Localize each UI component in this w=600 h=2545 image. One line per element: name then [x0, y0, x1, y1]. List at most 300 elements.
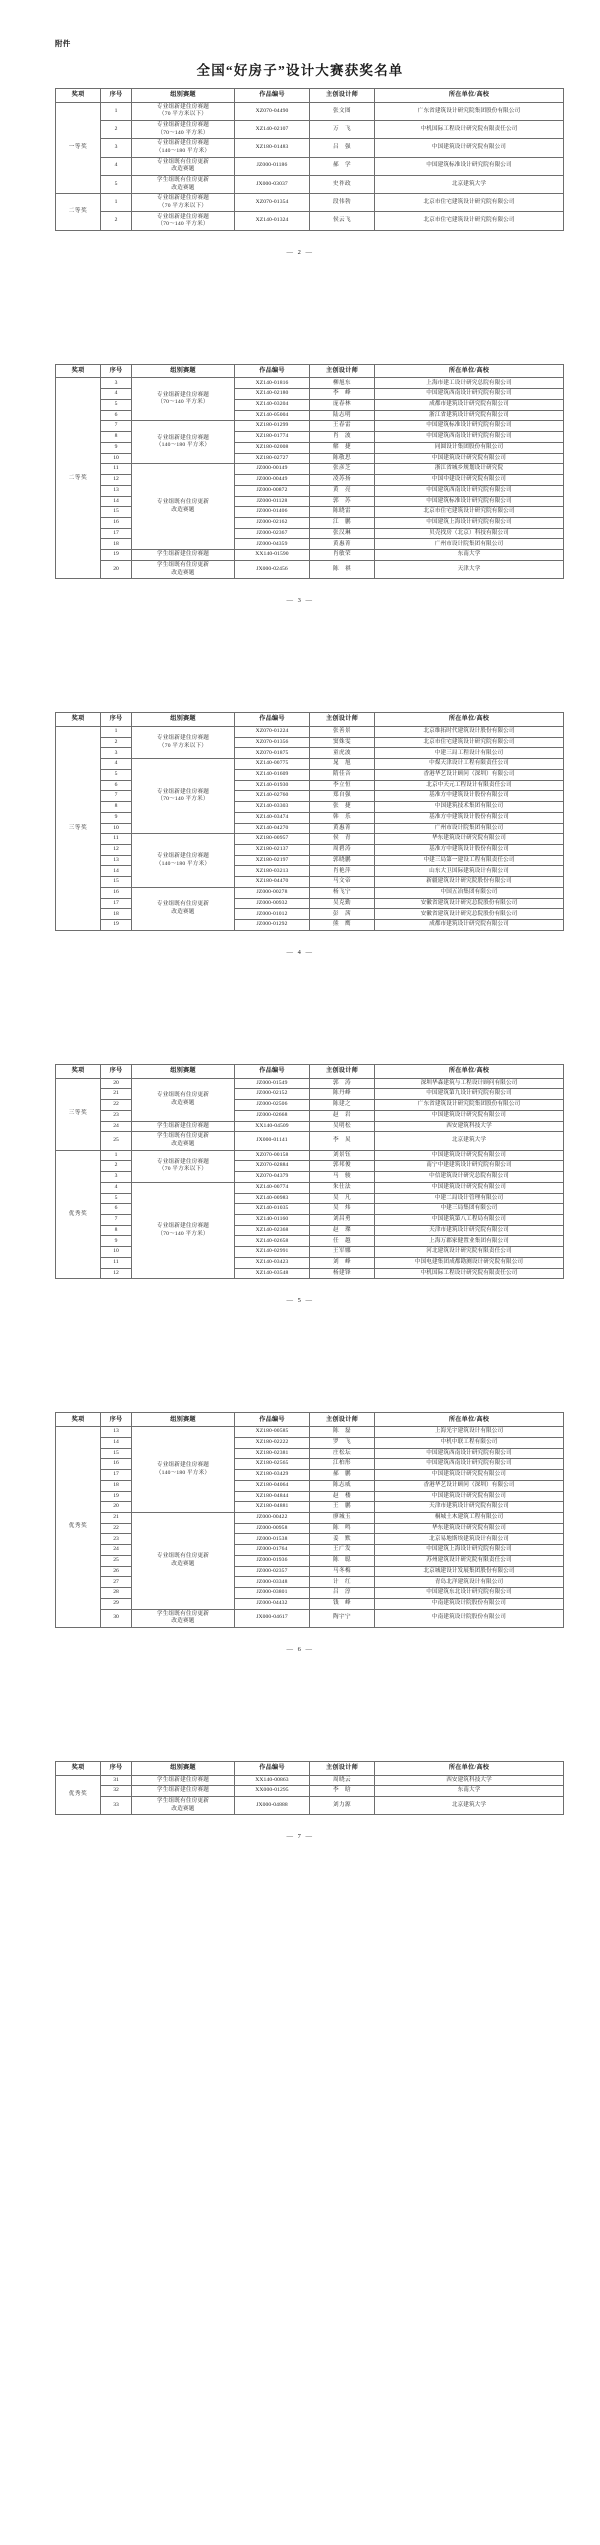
organization-cell: 中国建筑东北设计研究院有限公司: [375, 1588, 564, 1599]
row-index-cell: 33: [101, 1797, 132, 1815]
header-designer: 主创设计师: [310, 713, 375, 727]
designer-name-cell: 马 骏: [310, 1172, 375, 1183]
designer-name-cell: 张文图: [310, 102, 375, 120]
row-index-cell: 13: [101, 485, 132, 496]
organization-cell: 西安建筑科技大学: [375, 1775, 564, 1786]
page-top-spacer: [55, 1020, 545, 1064]
organization-cell: 天津市建筑设计研究院有限公司: [375, 1225, 564, 1236]
table-row: [56, 550, 564, 561]
designer-name-cell: 马冬梅: [310, 1566, 375, 1577]
row-index-cell: 3: [101, 378, 132, 389]
designer-name-cell: 万 飞: [310, 121, 375, 139]
header-award: 奖项: [56, 364, 101, 378]
page-break-spacer: [55, 1653, 545, 1717]
work-code-cell: JX000-04617: [235, 1609, 310, 1627]
award-category-cell: 三等奖: [56, 1078, 101, 1150]
header-org: 所在单位/高校: [375, 713, 564, 727]
organization-cell: 中国建筑西南设计研究院有限公司: [375, 485, 564, 496]
group-topic-cell: 专业组新建住房赛题 （140～180 平方米）: [132, 834, 235, 888]
work-code-cell: JZ000-03801: [235, 1588, 310, 1599]
work-code-cell: XZ180-01774: [235, 432, 310, 443]
organization-cell: 中国中建设计研究院有限公司: [375, 475, 564, 486]
header-org: 所在单位/高校: [375, 364, 564, 378]
work-code-cell: JZ000-00149: [235, 464, 310, 475]
organization-cell: 北京建筑大学: [375, 1132, 564, 1150]
group-topic-cell: 学生组既有住房更新 改造赛题: [132, 1797, 235, 1815]
designer-name-cell: 郭邦俊: [310, 1161, 375, 1172]
row-index-cell: 4: [101, 157, 132, 175]
organization-cell: 北京中天元工程设计有限责任公司: [375, 780, 564, 791]
page-break-spacer: [55, 956, 545, 1020]
document-page: [0, 320, 600, 669]
award-category-cell: 三等奖: [56, 726, 101, 930]
row-index-cell: 14: [101, 866, 132, 877]
organization-cell: 上海市建工设计研究总院有限公司: [375, 378, 564, 389]
group-topic-cell: 专业组新建住房赛题 （70 平方米以下）: [132, 194, 235, 212]
work-code-cell: XZ180-00957: [235, 834, 310, 845]
table-row: [56, 1182, 564, 1193]
organization-cell: 北京市住宅建筑设计研究院有限公司: [375, 194, 564, 212]
row-index-cell: 23: [101, 1110, 132, 1121]
work-code-cell: JZ000-01186: [235, 157, 310, 175]
header-no: 序号: [101, 1761, 132, 1775]
group-topic-cell: 专业组既有住房更新 改造赛题: [132, 887, 235, 930]
work-code-cell: XZ140-01930: [235, 780, 310, 791]
row-index-cell: 11: [101, 834, 132, 845]
designer-name-cell: 童虎波: [310, 748, 375, 759]
designer-name-cell: 张汉琳: [310, 528, 375, 539]
work-code-cell: XZ180-04470: [235, 877, 310, 888]
header-no: 序号: [101, 713, 132, 727]
header-org: 所在单位/高校: [375, 1413, 564, 1427]
designer-name-cell: 张 捷: [310, 802, 375, 813]
designer-name-cell: 刘景钰: [310, 1150, 375, 1161]
row-index-cell: 10: [101, 453, 132, 464]
header-group: 组别赛题: [132, 1761, 235, 1775]
row-index-cell: 19: [101, 550, 132, 561]
award-table: [55, 1412, 564, 1628]
row-index-cell: 25: [101, 1132, 132, 1150]
group-topic-cell: 专业组新建住房赛题 （70 平方米以下）: [132, 102, 235, 120]
row-index-cell: 9: [101, 1236, 132, 1247]
page-break-spacer: [55, 604, 545, 668]
table-header-row: [56, 713, 564, 727]
header-code: 作品编号: [235, 1761, 310, 1775]
organization-cell: 中国建筑标准设计研究院有限公司: [375, 157, 564, 175]
organization-cell: 桐城土木建筑工程有限公司: [375, 1513, 564, 1524]
organization-cell: 中国建筑设计研究院有限公司: [375, 1110, 564, 1121]
table-row: [56, 1078, 564, 1089]
work-code-cell: XZ180-01299: [235, 421, 310, 432]
work-code-cell: JX000-02456: [235, 560, 310, 578]
organization-cell: 中南建筑设计院股份有限公司: [375, 1609, 564, 1627]
header-award: 奖项: [56, 1064, 101, 1078]
organization-cell: 东南大学: [375, 1786, 564, 1797]
organization-cell: 中国建筑西南设计研究院有限公司: [375, 1448, 564, 1459]
work-code-cell: XZ140-00775: [235, 759, 310, 770]
row-index-cell: 20: [101, 1502, 132, 1513]
organization-cell: 东南大学: [375, 550, 564, 561]
group-topic-cell: 学生组既有住房更新 改造赛题: [132, 1609, 235, 1627]
table-row: [56, 1513, 564, 1524]
work-code-cell: JZ000-01549: [235, 1078, 310, 1089]
row-index-cell: 26: [101, 1566, 132, 1577]
header-code: 作品编号: [235, 1413, 310, 1427]
row-index-cell: 13: [101, 1427, 132, 1438]
row-index-cell: 21: [101, 1089, 132, 1100]
table-row: [56, 139, 564, 157]
page-number: — 2 —: [286, 248, 314, 256]
group-topic-cell: 专业组既有住房更新 改造赛题: [132, 464, 235, 550]
table-row: [56, 1797, 564, 1815]
work-code-cell: XZ180-02222: [235, 1437, 310, 1448]
organization-cell: 上海光宇建筑设计有限公司: [375, 1427, 564, 1438]
page-number: — 4 —: [286, 948, 314, 956]
award-category-cell: 一等奖: [56, 102, 101, 193]
row-index-cell: 14: [101, 496, 132, 507]
page-top-spacer: [55, 668, 545, 712]
table-row: [56, 560, 564, 578]
row-index-cell: 5: [101, 175, 132, 193]
work-code-cell: XZ140-03548: [235, 1268, 310, 1279]
work-code-cell: XZ180-00585: [235, 1427, 310, 1438]
award-table: [55, 364, 564, 580]
work-code-cell: XZ180-02727: [235, 453, 310, 464]
header-org: 所在单位/高校: [375, 89, 564, 103]
row-index-cell: 17: [101, 528, 132, 539]
work-code-cell: XZ140-05004: [235, 410, 310, 421]
header-designer: 主创设计师: [310, 1413, 375, 1427]
row-index-cell: 32: [101, 1786, 132, 1797]
row-index-cell: 5: [101, 769, 132, 780]
work-code-cell: XZ180-03213: [235, 866, 310, 877]
designer-name-cell: 赵 楼: [310, 1491, 375, 1502]
table-header-row: [56, 1761, 564, 1775]
organization-cell: 贝壳找房（北京）科技有限公司: [375, 528, 564, 539]
work-code-cell: XZ180-02008: [235, 442, 310, 453]
work-code-cell: XZ070-01875: [235, 748, 310, 759]
organization-cell: 北京市住宅建筑设计研究院有限公司: [375, 507, 564, 518]
designer-name-cell: 杨飞宁: [310, 887, 375, 898]
row-index-cell: 7: [101, 421, 132, 432]
work-code-cell: JZ000-01292: [235, 920, 310, 931]
designer-name-cell: 肖 波: [310, 432, 375, 443]
header-code: 作品编号: [235, 1064, 310, 1078]
group-topic-cell: 专业组既有住房更新 改造赛题: [132, 1078, 235, 1121]
work-code-cell: JZ000-02357: [235, 1566, 310, 1577]
designer-name-cell: 周晓云: [310, 1775, 375, 1786]
organization-cell: 中国建筑设计研究院有限公司: [375, 1150, 564, 1161]
header-designer: 主创设计师: [310, 89, 375, 103]
designer-name-cell: 陆志明: [310, 410, 375, 421]
work-code-cell: JZ000-02668: [235, 1110, 310, 1121]
organization-cell: 西安建筑科技大学: [375, 1121, 564, 1132]
header-group: 组别赛题: [132, 713, 235, 727]
header-designer: 主创设计师: [310, 1761, 375, 1775]
row-index-cell: 27: [101, 1577, 132, 1588]
document-page: [0, 0, 600, 320]
header-award: 奖项: [56, 1413, 101, 1427]
organization-cell: 中国建筑上海设计研究院有限公司: [375, 517, 564, 528]
work-code-cell: XZ140-01609: [235, 769, 310, 780]
row-index-cell: 16: [101, 517, 132, 528]
table-row: [56, 834, 564, 845]
organization-cell: 同圆设计集团股份有限公司: [375, 442, 564, 453]
work-code-cell: XZ140-02368: [235, 1225, 310, 1236]
header-award: 奖项: [56, 89, 101, 103]
organization-cell: 中国建筑上海设计研究院有限公司: [375, 1545, 564, 1556]
designer-name-cell: 黄惠菁: [310, 823, 375, 834]
organization-cell: 北京建筑大学: [375, 175, 564, 193]
organization-cell: 上海万郡家健置业集团有限公司: [375, 1236, 564, 1247]
designer-name-cell: 陈 磊: [310, 1427, 375, 1438]
row-index-cell: 2: [101, 1161, 132, 1172]
designer-name-cell: 吴 炜: [310, 1204, 375, 1215]
header-no: 序号: [101, 89, 132, 103]
designer-name-cell: 郭 涛: [310, 1078, 375, 1089]
work-code-cell: JZ000-00278: [235, 887, 310, 898]
work-code-cell: XZ140-03303: [235, 802, 310, 813]
row-index-cell: 9: [101, 812, 132, 823]
organization-cell: 中国建筑技术集团有限公司: [375, 802, 564, 813]
designer-name-cell: 刘昌勇: [310, 1214, 375, 1225]
table-row: [56, 378, 564, 389]
page-top-spacer: [55, 1368, 545, 1412]
work-code-cell: XZ180-04064: [235, 1480, 310, 1491]
table-row: [56, 102, 564, 120]
header-group: 组别赛题: [132, 364, 235, 378]
row-index-cell: 29: [101, 1598, 132, 1609]
organization-cell: 北京维拓时代建筑设计股份有限公司: [375, 726, 564, 737]
work-code-cell: XZ140-03474: [235, 812, 310, 823]
document-page: [0, 668, 600, 1020]
work-code-cell: XX000-01295: [235, 1786, 310, 1797]
page-title: 全国“好房子”设计大赛获奖名单: [196, 63, 404, 78]
award-category-cell: 二等奖: [56, 194, 101, 231]
group-topic-cell: 学生组新建住房赛题: [132, 1121, 235, 1132]
work-code-cell: XZ140-02658: [235, 1236, 310, 1247]
designer-name-cell: 罗 飞: [310, 1437, 375, 1448]
row-index-cell: 21: [101, 1513, 132, 1524]
group-topic-cell: 学生组既有住房更新 改造赛题: [132, 560, 235, 578]
organization-cell: 南宁中建建筑设计研究院有限公司: [375, 1161, 564, 1172]
work-code-cell: XZ140-02107: [235, 121, 310, 139]
organization-cell: 华东建筑设计研究院有限公司: [375, 834, 564, 845]
row-index-cell: 10: [101, 1247, 132, 1258]
designer-name-cell: 肖艳萍: [310, 866, 375, 877]
designer-name-cell: 吴明松: [310, 1121, 375, 1132]
designer-name-cell: 隋佳音: [310, 769, 375, 780]
designer-name-cell: 史祚政: [310, 175, 375, 193]
work-code-cell: XZ140-01324: [235, 212, 310, 230]
row-index-cell: 3: [101, 1172, 132, 1183]
organization-cell: 中国建筑第八工程局有限公司: [375, 1214, 564, 1225]
work-code-cell: XZ140-01160: [235, 1214, 310, 1225]
work-code-cell: JZ000-04359: [235, 539, 310, 550]
row-index-cell: 31: [101, 1775, 132, 1786]
group-topic-cell: 专业组新建住房赛题 （70～140 平方米）: [132, 378, 235, 421]
designer-name-cell: 吕 强: [310, 139, 375, 157]
table-row: [56, 887, 564, 898]
designer-name-cell: 肖敏荣: [310, 550, 375, 561]
group-topic-cell: 专业组新建住房赛题 （140～180 平方米）: [132, 421, 235, 464]
table-row: [56, 157, 564, 175]
work-code-cell: XZ180-03429: [235, 1470, 310, 1481]
page-break-spacer: [55, 1304, 545, 1368]
group-topic-cell: 专业组新建住房赛题 （70～140 平方米）: [132, 1182, 235, 1279]
organization-cell: 青岛北洋建筑设计有限公司: [375, 1577, 564, 1588]
organization-cell: 中机国际工程设计研究院有限责任公司: [375, 121, 564, 139]
row-index-cell: 14: [101, 1437, 132, 1448]
group-topic-cell: 学生组既有住房更新 改造赛题: [132, 175, 235, 193]
organization-cell: 中国电建集团成都勘测设计研究院有限公司: [375, 1257, 564, 1268]
designer-name-cell: 庄松坛: [310, 1448, 375, 1459]
work-code-cell: XZ140-01816: [235, 378, 310, 389]
organization-cell: 基准方中建筑设计股份有限公司: [375, 845, 564, 856]
designer-name-cell: 陈 聪: [310, 1555, 375, 1566]
table-row: [56, 175, 564, 193]
work-code-cell: XZ070-01224: [235, 726, 310, 737]
group-topic-cell: 专业组既有住房更新 改造赛题: [132, 157, 235, 175]
group-topic-cell: 专业组新建住房赛题 （70 平方米以下）: [132, 1150, 235, 1182]
work-code-cell: XZ140-02180: [235, 389, 310, 400]
designer-name-cell: 陈丹峰: [310, 1089, 375, 1100]
designer-name-cell: 王军娜: [310, 1247, 375, 1258]
header-group: 组别赛题: [132, 89, 235, 103]
work-code-cell: JZ000-03348: [235, 1577, 310, 1588]
table-row: [56, 212, 564, 230]
row-index-cell: 2: [101, 121, 132, 139]
organization-cell: 深圳华森建筑与工程设计顾问有限公司: [375, 1078, 564, 1089]
header-award: 奖项: [56, 1761, 101, 1775]
page-top-spacer: [55, 1717, 545, 1761]
row-index-cell: 22: [101, 1523, 132, 1534]
header-code: 作品编号: [235, 364, 310, 378]
row-index-cell: 19: [101, 920, 132, 931]
row-index-cell: 24: [101, 1121, 132, 1132]
organization-cell: 中信建筑设计研究总院有限公司: [375, 1172, 564, 1183]
award-table: [55, 1761, 564, 1815]
organization-cell: 中机中联工程有限公司: [375, 1437, 564, 1448]
designer-name-cell: 晁 旭: [310, 759, 375, 770]
row-index-cell: 17: [101, 898, 132, 909]
designer-name-cell: 江柏彤: [310, 1459, 375, 1470]
row-index-cell: 16: [101, 1459, 132, 1470]
award-table: [55, 88, 564, 231]
work-code-cell: XZ140-00983: [235, 1193, 310, 1204]
organization-cell: 天津市建筑设计研究院有限公司: [375, 1502, 564, 1513]
row-index-cell: 7: [101, 791, 132, 802]
row-index-cell: 18: [101, 1480, 132, 1491]
header-no: 序号: [101, 364, 132, 378]
organization-cell: 广东省建筑设计研究院集团股份有限公司: [375, 1100, 564, 1111]
designer-name-cell: 彭 茜: [310, 909, 375, 920]
work-code-cell: XZ070-04379: [235, 1172, 310, 1183]
designer-name-cell: 马文帝: [310, 877, 375, 888]
table-row: [56, 1427, 564, 1438]
row-index-cell: 9: [101, 442, 132, 453]
row-index-cell: 20: [101, 560, 132, 578]
designer-name-cell: 吴克勤: [310, 898, 375, 909]
designer-name-cell: 赵 岩: [310, 1110, 375, 1121]
designer-name-cell: 李 晗: [310, 1786, 375, 1797]
table-row: [56, 1150, 564, 1161]
header-designer: 主创设计师: [310, 1064, 375, 1078]
organization-cell: 中建三局第一建设工程有限责任公司: [375, 855, 564, 866]
row-index-cell: 3: [101, 139, 132, 157]
header-award: 奖项: [56, 713, 101, 727]
organization-cell: 中国建筑设计研究院有限公司: [375, 139, 564, 157]
row-index-cell: 15: [101, 507, 132, 518]
organization-cell: 安徽省建筑设计研究总院股份有限公司: [375, 909, 564, 920]
row-index-cell: 5: [101, 399, 132, 410]
row-index-cell: 16: [101, 887, 132, 898]
group-topic-cell: 学生组新建住房赛题: [132, 550, 235, 561]
designer-name-cell: 陈晓雷: [310, 507, 375, 518]
organization-cell: 北京市住宅建筑设计研究院有限公司: [375, 737, 564, 748]
organization-cell: 广东省建筑设计研究院集团股份有限公司: [375, 102, 564, 120]
work-code-cell: XZ180-01483: [235, 139, 310, 157]
designer-name-cell: 陈志威: [310, 1480, 375, 1491]
header-group: 组别赛题: [132, 1064, 235, 1078]
award-category-cell: 二等奖: [56, 378, 101, 579]
organization-cell: 北京易地斯埃建筑设计有限公司: [375, 1534, 564, 1545]
organization-cell: 中国建筑西南设计研究院有限公司: [375, 389, 564, 400]
designer-name-cell: 刘 峰: [310, 1257, 375, 1268]
designer-name-cell: 窦姝雯: [310, 737, 375, 748]
group-topic-cell: 专业组新建住房赛题 （70 平方米以下）: [132, 726, 235, 758]
designer-name-cell: 侯云飞: [310, 212, 375, 230]
designer-name-cell: 庞春林: [310, 399, 375, 410]
header-code: 作品编号: [235, 89, 310, 103]
group-topic-cell: 学生组既有住房更新 改造赛题: [132, 1132, 235, 1150]
table-row: [56, 1786, 564, 1797]
table-header-row: [56, 89, 564, 103]
group-topic-cell: 专业组既有住房更新 改造赛题: [132, 1513, 235, 1610]
document-page: [0, 1717, 600, 1840]
work-code-cell: XZ070-04490: [235, 102, 310, 120]
work-code-cell: XZ070-02884: [235, 1161, 310, 1172]
row-index-cell: 18: [101, 909, 132, 920]
designer-name-cell: 解 捷: [310, 442, 375, 453]
row-index-cell: 5: [101, 1193, 132, 1204]
header-org: 所在单位/高校: [375, 1761, 564, 1775]
row-index-cell: 3: [101, 748, 132, 759]
work-code-cell: JZ000-01764: [235, 1545, 310, 1556]
designer-name-cell: 李立恒: [310, 780, 375, 791]
organization-cell: 浙江省建筑设计研究院有限公司: [375, 410, 564, 421]
row-index-cell: 23: [101, 1534, 132, 1545]
organization-cell: 中建二局设计管理有限公司: [375, 1193, 564, 1204]
group-topic-cell: 专业组新建住房赛题 （70～140 平方米）: [132, 759, 235, 834]
organization-cell: 中国建筑西南设计研究院有限公司: [375, 1459, 564, 1470]
designer-name-cell: 廖城玉: [310, 1513, 375, 1524]
designer-name-cell: 计 红: [310, 1577, 375, 1588]
row-index-cell: 1: [101, 1150, 132, 1161]
award-category-cell: 优秀奖: [56, 1427, 101, 1628]
work-code-cell: XZ180-02565: [235, 1459, 310, 1470]
row-index-cell: 4: [101, 759, 132, 770]
work-code-cell: JZ000-00958: [235, 1523, 310, 1534]
row-index-cell: 28: [101, 1588, 132, 1599]
organization-cell: 河北建筑设计研究院有限责任公司: [375, 1247, 564, 1258]
row-index-cell: 1: [101, 194, 132, 212]
organization-cell: 天津大学: [375, 560, 564, 578]
award-category-cell: 优秀奖: [56, 1775, 101, 1815]
designer-name-cell: 吴 凡: [310, 1193, 375, 1204]
organization-cell: 中国五冶集团有限公司: [375, 887, 564, 898]
work-code-cell: JZ000-02162: [235, 517, 310, 528]
